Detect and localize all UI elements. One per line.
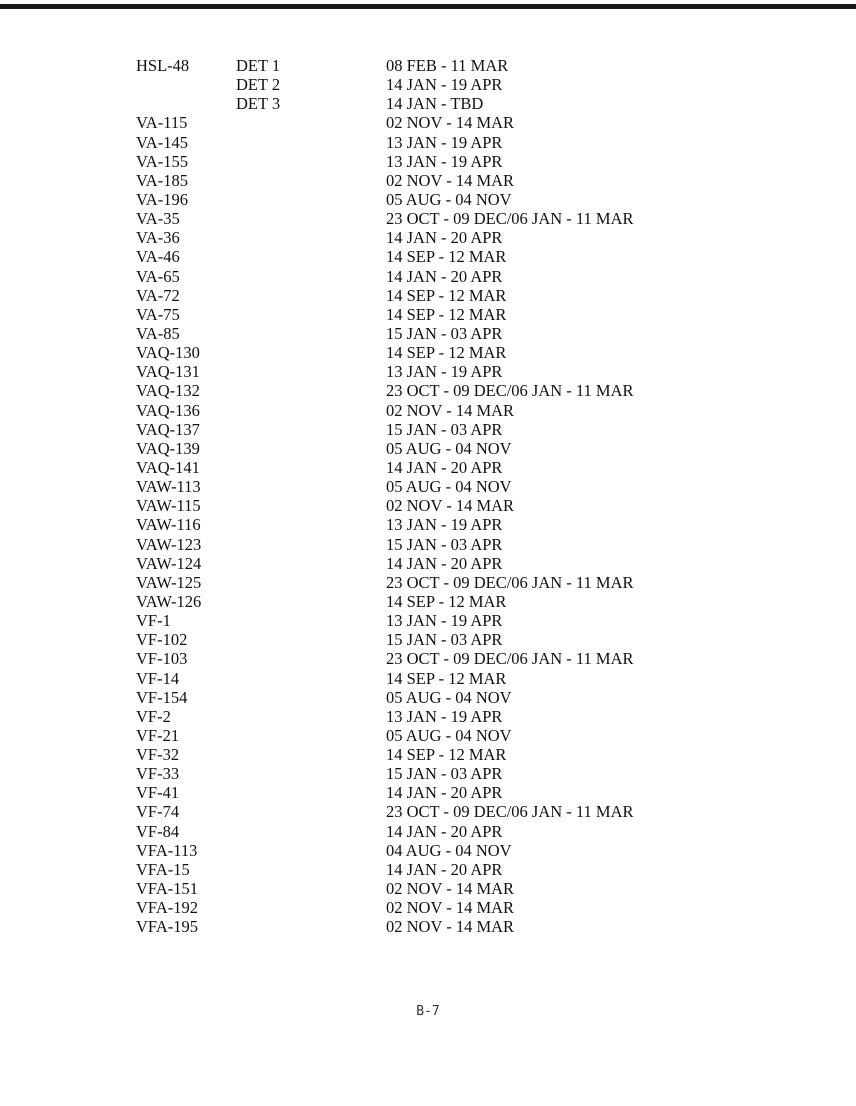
dates-cell: 14 SEP - 12 MAR [386, 343, 507, 363]
squadron-cell: VFA-195 [136, 917, 199, 937]
table-row [136, 802, 836, 821]
dates-cell: 15 JAN - 03 APR [386, 630, 503, 650]
table-row [136, 324, 836, 343]
table-row [136, 228, 836, 247]
dates-cell: 05 AUG - 04 NOV [386, 687, 512, 707]
table-row [136, 496, 836, 515]
dates-cell: 02 NOV - 14 MAR [386, 170, 515, 190]
squadron-cell: VFA-15 [136, 859, 190, 879]
dates-cell: 23 OCT - 09 DEC/06 JAN - 11 MAR [386, 381, 634, 401]
dates-cell: 02 NOV - 14 MAR [386, 496, 515, 516]
table-row [136, 783, 836, 802]
table-row [136, 267, 836, 286]
squadron-cell: VAW-125 [136, 572, 202, 592]
table-row [136, 822, 836, 841]
dates-cell: 13 JAN - 19 APR [386, 132, 503, 152]
dates-cell: 05 AUG - 04 NOV [386, 725, 512, 745]
dates-cell: 14 JAN - 20 APR [386, 266, 503, 286]
squadron-schedule-table [136, 56, 836, 936]
dates-cell: 13 JAN - 19 APR [386, 611, 503, 631]
squadron-cell: VF-32 [136, 745, 180, 765]
table-row [136, 860, 836, 879]
dates-cell: 13 JAN - 19 APR [386, 151, 503, 171]
dates-cell: 13 JAN - 19 APR [386, 515, 503, 535]
dates-cell: 23 OCT - 09 DEC/06 JAN - 11 MAR [386, 572, 634, 592]
dates-cell: 15 JAN - 03 APR [386, 764, 503, 784]
squadron-cell: VAW-126 [136, 591, 202, 611]
dates-cell: 14 JAN - 20 APR [386, 553, 503, 573]
squadron-cell: VF-84 [136, 821, 180, 841]
squadron-cell: VAW-115 [136, 496, 201, 516]
table-row [136, 190, 836, 209]
table-row [136, 917, 836, 936]
squadron-cell: VF-14 [136, 668, 180, 688]
dates-cell: 23 OCT - 09 DEC/06 JAN - 11 MAR [386, 649, 634, 669]
table-row [136, 75, 836, 94]
squadron-cell: VFA-192 [136, 898, 199, 918]
table-row [136, 56, 836, 75]
table-row [136, 630, 836, 649]
squadron-cell: VAW-116 [136, 515, 201, 535]
squadron-cell: VF-154 [136, 687, 188, 707]
table-row [136, 611, 836, 630]
table-row [136, 133, 836, 152]
top-rule [0, 4, 856, 9]
squadron-cell: VAW-113 [136, 477, 201, 497]
dates-cell: 14 JAN - 19 APR [386, 75, 503, 95]
table-row [136, 649, 836, 668]
table-row [136, 879, 836, 898]
squadron-cell: VF-102 [136, 630, 188, 650]
dates-cell: 14 SEP - 12 MAR [386, 745, 507, 765]
squadron-cell: VAQ-131 [136, 362, 200, 382]
dates-cell: 14 SEP - 12 MAR [386, 285, 507, 305]
dates-cell: 05 AUG - 04 NOV [386, 477, 512, 497]
squadron-cell: VA-85 [136, 323, 180, 343]
table-row [136, 669, 836, 688]
table-row [136, 152, 836, 171]
squadron-cell: VAW-123 [136, 534, 202, 554]
dates-cell: 02 NOV - 14 MAR [386, 917, 515, 937]
squadron-cell: VF-74 [136, 802, 180, 822]
page-number: B-7 [416, 1004, 440, 1019]
table-row [136, 458, 836, 477]
table-row [136, 247, 836, 266]
squadron-cell: VFA-113 [136, 840, 198, 860]
dates-cell: 02 NOV - 14 MAR [386, 879, 515, 899]
table-row [136, 362, 836, 381]
detachment-cell: DET 3 [236, 94, 281, 114]
dates-cell: 15 JAN - 03 APR [386, 419, 503, 439]
table-row [136, 688, 836, 707]
dates-cell: 14 JAN - 20 APR [386, 228, 503, 248]
dates-cell: 14 JAN - 20 APR [386, 783, 503, 803]
table-row [136, 535, 836, 554]
squadron-cell: VFA-151 [136, 879, 199, 899]
squadron-cell: HSL-48 [136, 56, 190, 75]
squadron-cell: VF-21 [136, 725, 180, 745]
squadron-cell: VA-196 [136, 189, 188, 209]
squadron-cell: VF-2 [136, 706, 171, 726]
squadron-cell: VAQ-141 [136, 457, 200, 477]
squadron-cell: VA-155 [136, 151, 188, 171]
dates-cell: 14 JAN - 20 APR [386, 821, 503, 841]
table-row [136, 707, 836, 726]
table-row [136, 305, 836, 324]
dates-cell: 14 SEP - 12 MAR [386, 591, 507, 611]
dates-cell: 14 SEP - 12 MAR [386, 247, 507, 267]
table-row [136, 515, 836, 534]
table-row [136, 209, 836, 228]
dates-cell: 15 JAN - 03 APR [386, 534, 503, 554]
dates-cell: 14 JAN - TBD [386, 94, 484, 114]
dates-cell: 02 NOV - 14 MAR [386, 113, 515, 133]
squadron-cell: VA-75 [136, 304, 180, 324]
table-row [136, 420, 836, 439]
squadron-cell: VA-35 [136, 209, 180, 229]
squadron-cell: VAQ-137 [136, 419, 200, 439]
squadron-cell: VF-1 [136, 611, 171, 631]
dates-cell: 14 SEP - 12 MAR [386, 304, 507, 324]
table-row [136, 171, 836, 190]
dates-cell: 15 JAN - 03 APR [386, 323, 503, 343]
dates-cell: 14 SEP - 12 MAR [386, 668, 507, 688]
squadron-cell: VA-46 [136, 247, 180, 267]
squadron-cell: VF-41 [136, 783, 180, 803]
dates-cell: 05 AUG - 04 NOV [386, 189, 512, 209]
table-row [136, 573, 836, 592]
dates-cell: 14 JAN - 20 APR [386, 859, 503, 879]
table-row [136, 841, 836, 860]
table-row [136, 898, 836, 917]
dates-cell: 23 OCT - 09 DEC/06 JAN - 11 MAR [386, 209, 634, 229]
table-row [136, 745, 836, 764]
dates-cell: 08 FEB - 11 MAR [386, 56, 509, 75]
squadron-cell: VA-65 [136, 266, 180, 286]
table-row [136, 764, 836, 783]
dates-cell: 04 AUG - 04 NOV [386, 840, 512, 860]
squadron-cell: VA-72 [136, 285, 180, 305]
squadron-cell: VF-33 [136, 764, 180, 784]
squadron-cell: VA-145 [136, 132, 188, 152]
dates-cell: 02 NOV - 14 MAR [386, 400, 515, 420]
squadron-cell: VAW-124 [136, 553, 202, 573]
dates-cell: 05 AUG - 04 NOV [386, 438, 512, 458]
squadron-cell: VAQ-136 [136, 400, 200, 420]
table-row [136, 113, 836, 132]
squadron-cell: VF-103 [136, 649, 188, 669]
detachment-cell: DET 1 [236, 56, 281, 75]
squadron-cell: VA-185 [136, 170, 188, 190]
table-row [136, 592, 836, 611]
table-row [136, 726, 836, 745]
table-row [136, 286, 836, 305]
table-row [136, 94, 836, 113]
dates-cell: 23 OCT - 09 DEC/06 JAN - 11 MAR [386, 802, 634, 822]
squadron-cell: VAQ-139 [136, 438, 200, 458]
dates-cell: 02 NOV - 14 MAR [386, 898, 515, 918]
table-row [136, 439, 836, 458]
table-row [136, 401, 836, 420]
detachment-cell: DET 2 [236, 75, 281, 95]
squadron-cell: VA-36 [136, 228, 180, 248]
table-row [136, 343, 836, 362]
dates-cell: 14 JAN - 20 APR [386, 457, 503, 477]
dates-cell: 13 JAN - 19 APR [386, 362, 503, 382]
table-row [136, 554, 836, 573]
table-row [136, 381, 836, 400]
squadron-cell: VAQ-130 [136, 343, 200, 363]
squadron-cell: VA-115 [136, 113, 188, 133]
dates-cell: 13 JAN - 19 APR [386, 706, 503, 726]
table-row [136, 477, 836, 496]
squadron-cell: VAQ-132 [136, 381, 200, 401]
